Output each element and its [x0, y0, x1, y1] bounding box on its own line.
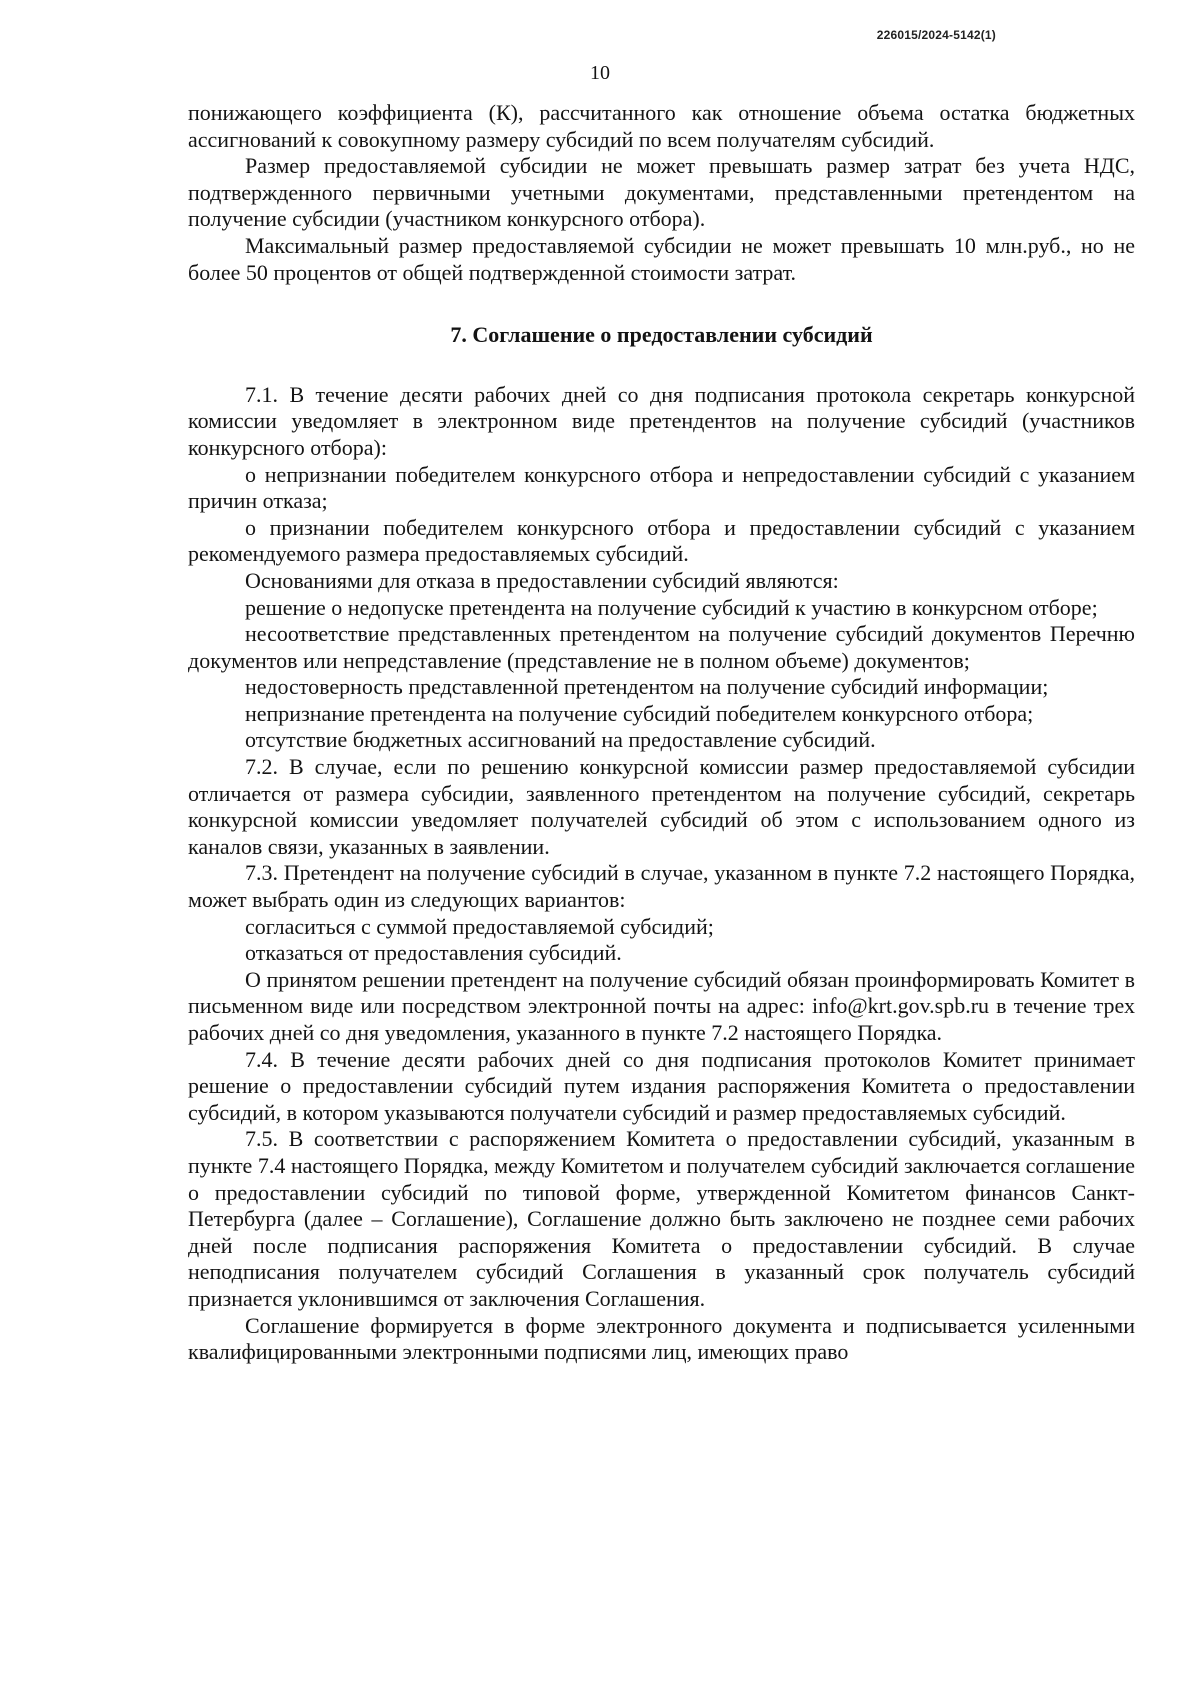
- paragraph-7-1-item-a: о непризнании победителем конкурсного отбора и непредоставлении субсидий с указанием причин отказа;: [188, 461, 1135, 514]
- paragraph-7-3: 7.3. Претендент на получение субсидий в случае, указанном в пункте 7.2 настоящего Порядка, может выбрать один из следующих вариантов:: [188, 860, 1135, 913]
- page-number: 10: [590, 62, 610, 84]
- paragraph-7-5: 7.5. В соответствии с распоряжением Комитета о предоставлении субсидий, указанным в пункте 7.4 настоящего Порядка, между Комитетом и получателем субсидий заключается соглашение о предоставлении субсидий по типовой форме, утвержденной Комитетом финансов Санкт-Петербурга (далее – Соглашение), Соглашение должно быть заключено не позднее семи рабочих дней после подписания распоряжения Комитета о предоставлении субсидий. В случае неподписания получателем субсидий Соглашения в указанный срок получатель субсидий признается уклонившимся от заключения Соглашения.: [188, 1126, 1135, 1311]
- paragraph-7-1-item-b: о признании победителем конкурсного отбора и предоставлении субсидий с указанием рекомендуемого размера предоставляемых субсидий.: [188, 514, 1135, 567]
- paragraph-7-3-item-a: согласиться с суммой предоставляемой субсидий;: [245, 913, 714, 939]
- paragraph-7-3-item-b: отказаться от предоставления субсидий.: [245, 940, 622, 966]
- paragraph-7-2: 7.2. В случае, если по решению конкурсной комиссии размер предоставляемой субсидии отличается от размера субсидии, заявленного претендентом на получение субсидий, секретарь конкурсной комиссии уведомляет получателей субсидий об этом с использованием одного из каналов связи, указанных в заявлении.: [188, 754, 1135, 859]
- paragraph-ground-1: решение о недопуске претендента на получение субсидий к участию в конкурсном отборе;: [245, 594, 1098, 620]
- paragraph-ground-5: отсутствие бюджетных ассигнований на предоставление субсидий.: [245, 727, 876, 753]
- paragraph-max-amount: Максимальный размер предоставляемой субсидии не может превышать 10 млн.руб., но не более 50 процентов от общей подтвержденной стоимости затрат.: [188, 232, 1135, 285]
- paragraph-max-costs: Размер предоставляемой субсидии не может превышать размер затрат без учета НДС, подтвержденного первичными учетными документами, представленными претендентом на получение субсидии (участником конкурсного отбора).: [188, 153, 1135, 232]
- section-heading: 7. Соглашение о предоставлении субсидий: [450, 322, 873, 348]
- paragraph-ground-2: несоответствие представленных претендентом на получение субсидий документов Перечню документов или непредставление (представление не в полном объеме) документов;: [188, 621, 1135, 673]
- paragraph-intro-continuation: понижающего коэффициента (К), рассчитанного как отношение объема остатка бюджетных ассигнований к совокупному размеру субсидий по всем получателям субсидий.: [188, 100, 1135, 152]
- paragraph-decision-notice: О принятом решении претендент на получение субсидий обязан проинформировать Комитет в письменном виде или посредством электронной почты на адрес: info@krt.gov.spb.ru в течение трех рабочих дней со дня уведомления, указанного в пункте 7.2 настоящего Порядка.: [188, 966, 1135, 1045]
- document-id: 226015/2024-5142(1): [876, 28, 996, 42]
- paragraph-electronic-form: Соглашение формируется в форме электронного документа и подписывается усиленными квалифицированными электронными подписями лиц, имеющих право: [188, 1312, 1135, 1365]
- paragraph-ground-4: непризнание претендента на получение субсидий победителем конкурсного отбора;: [245, 700, 1034, 726]
- paragraph-grounds-intro: Основаниями для отказа в предоставлении субсидий являются:: [245, 567, 839, 593]
- paragraph-ground-3: недостоверность представленной претендентом на получение субсидий информации;: [245, 674, 1049, 700]
- document-body: [188, 100, 1135, 1366]
- paragraph-7-4: 7.4. В течение десяти рабочих дней со дня подписания протоколов Комитет принимает решение о предоставлении субсидий путем издания распоряжения Комитета о предоставлении субсидий, в котором указываются получатели субсидий и размер предоставляемых субсидий.: [188, 1046, 1135, 1125]
- paragraph-7-1: 7.1. В течение десяти рабочих дней со дня подписания протокола секретарь конкурсной комиссии уведомляет в электронном виде претендентов на получение субсидий (участников конкурсного отбора):: [188, 381, 1135, 460]
